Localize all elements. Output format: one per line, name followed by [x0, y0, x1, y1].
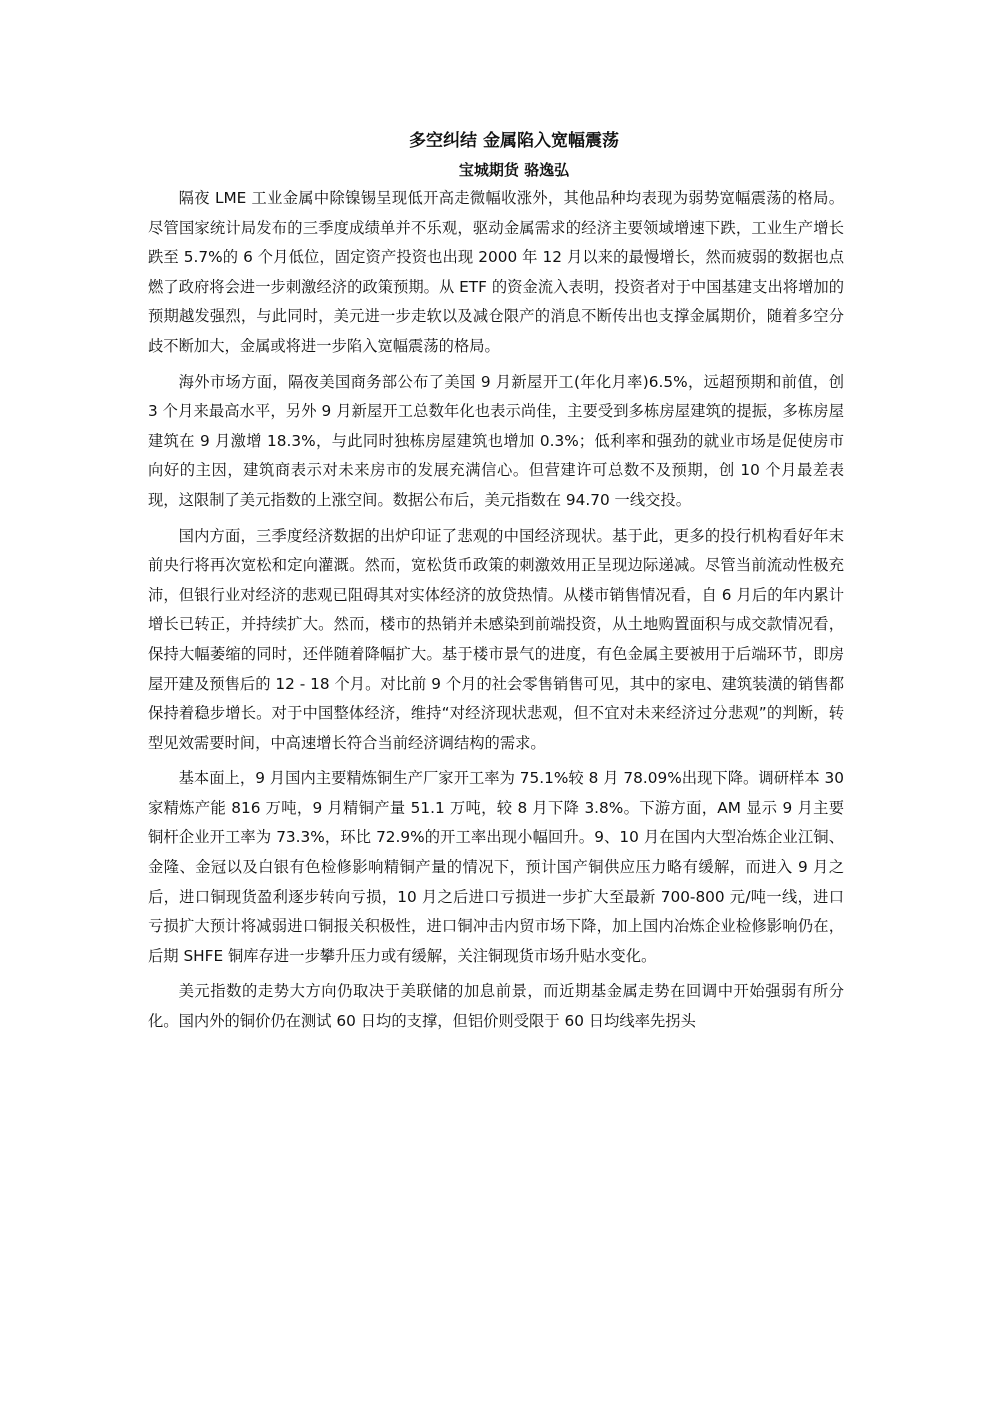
paragraph-fundamentals: 基本面上，9 月国内主要精炼铜生产厂家开工率为 75.1%较 8 月 78.09%出现下降。调研样本 30 家精炼产能 816 万吨，9 月精铜产量 51.1 万吨，较 8 月下降 3.8%。下游方面，AM 显示 9 月主要铜杆企业开工率为 73.3%，环比 72.9%的开工率出现小幅回升。9、10 月在国内大型冶炼企业江铜、金隆、金冠以及白银有色检修影响精铜产量的情况下，预计国产铜供应压力略有缓解，而进入 9 月之后，进口铜现货盈利逐步转向亏损，10 月之后进口亏损进一步扩大至最新 700-800 元/吨一线，进口亏损扩大预计将减弱进口铜报关积极性，进口铜冲击内贸市场下降，加上国内冶炼企业检修影响仍在，后期 SHFE 铜库存进一步攀升压力或有缓解，关注铜现货市场升贴水变化。	[148, 769, 844, 965]
paragraph-overseas-market: 海外市场方面，隔夜美国商务部公布了美国 9 月新屋开工(年化月率)6.5%，远超预期和前值，创 3 个月来最高水平，另外 9 月新屋开工总数年化也表示尚佳，主要受到多栋房屋建筑的提振，多栋房屋建筑在 9 月激增 18.3%，与此同时独栋房屋建筑也增加 0.3%；低利率和强劲的就业市场是促使房市向好的主因，建筑商表示对未来房市的发展充满信心。但营建许可总数不及预期，创 10 个月最差表现，这限制了美元指数的上涨空间。数据公布后，美元指数在 94.70 一线交投。	[148, 372, 844, 509]
paragraph-lme-overview: 隔夜 LME 工业金属中除镍锡呈现低开高走微幅收涨外，其他品种均表现为弱势宽幅震荡的格局。尽管国家统计局发布的三季度成绩单并不乐观，驱动金属需求的经济主要领域增速下跌，工业生产增长跌至 5.7%的 6 个月低位，固定资产投资也出现 2000 年 12 月以来的最慢增长，然而疲弱的数据也点燃了政府将会进一步刺激经济的政策预期。从 ETF 的资金流入表明，投资者对于中国基建支出将增加的预期越发强烈，与此同时，美元进一步走软以及减仓限产的消息不断传出也支撑金属期价，随着多空分歧不断加大，金属或将进一步陷入宽幅震荡的格局。	[148, 189, 844, 355]
document-title: 多空纠结 金属陷入宽幅震荡	[409, 131, 619, 151]
paragraph-domestic-market: 国内方面，三季度经济数据的出炉印证了悲观的中国经济现状。基于此，更多的投行机构看好年末前央行将再次宽松和定向灌溉。然而，宽松货币政策的刺激效用正呈现边际递减。尽管当前流动性极充沛，但银行业对经济的悲观已阻碍其对实体经济的放贷热情。从楼市销售情况看，自 6 月后的年内累计增长已转正，并持续扩大。然而，楼市的热销并未感染到前端投资，从土地购置面积与成交款情况看，保持大幅萎缩的同时，还伴随着降幅扩大。基于楼市景气的进度，有色金属主要被用于后端环节，即房屋开建及预售后的 12 - 18 个月。对比前 9 个月的社会零售销售可见，其中的家电、建筑装潢的销售都保持着稳步增长。对于中国整体经济，维持“对经济现状悲观，但不宜对未来经济过分悲观”的判断，转型见效需要时间，中高速增长符合当前经济调结构的需求。	[148, 526, 844, 752]
paragraph-dollar-index: 美元指数的走势大方向仍取决于美联储的加息前景，而近期基金属走势在回调中开始强弱有所分化。国内外的铜价仍在测试 60 日均的支撑，但铝价则受限于 60 日均线率先拐头	[148, 982, 844, 1031]
document-page	[148, 126, 844, 1043]
document-author: 宝城期货 骆逸弘	[458, 161, 570, 179]
